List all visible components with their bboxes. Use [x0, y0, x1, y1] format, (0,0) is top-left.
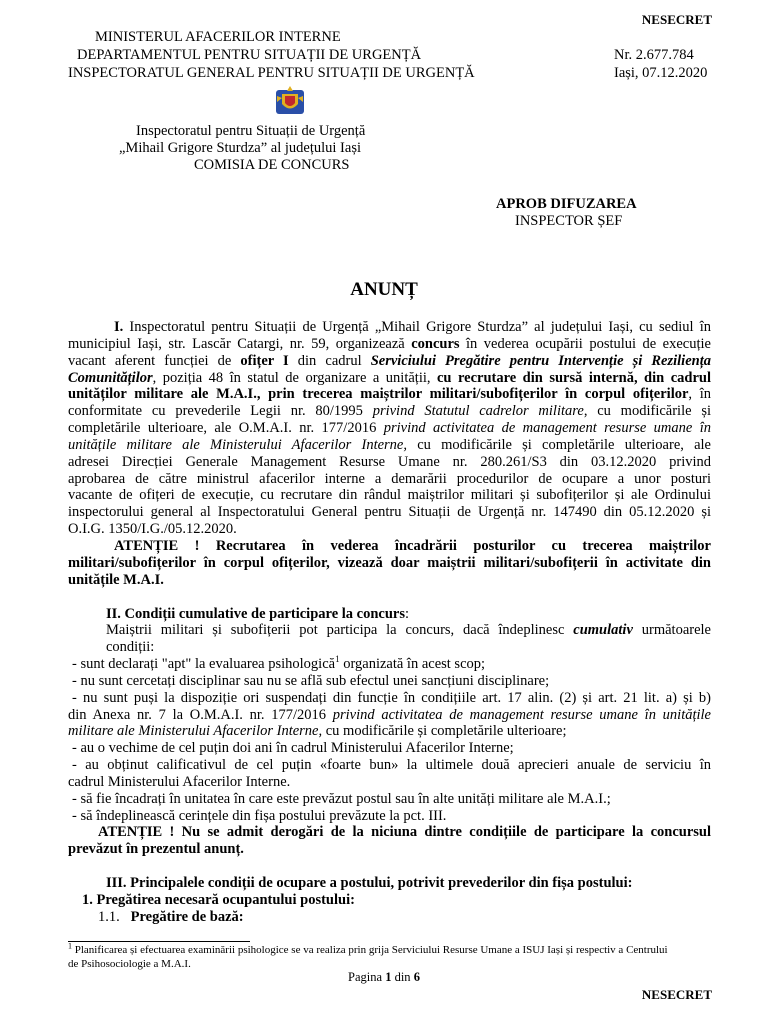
body-line: vacant aferent funcției de ofițer I din cadrul Serviciului Pregătire pentru Intervenție și Reziliența: [68, 352, 711, 369]
body-line: inspectorului general al Inspectoratului General pentru Situații de Urgență nr. 147490 din 05.12.2020 și: [68, 504, 711, 521]
body-line: militare ale Ministerului Afacerilor Interne, cu modificările și completările ulterioare;: [68, 723, 567, 740]
body-line: completările ulterioare, ale O.M.A.I. nr. 177/2016 privind activitatea de management resurse umane în: [68, 420, 711, 437]
condition-item: - nu sunt puși la dispoziție ori suspendați din funcție în condițiile art. 17 alin. (2) și art. 21 lit. a) și b): [72, 689, 711, 706]
condition-item: - nu sunt cercetați disciplinar sau nu se află sub efectul unei sancțiuni disciplinare;: [72, 672, 550, 689]
attention-line: unitățile M.A.I.: [68, 571, 164, 588]
body-line: condiții:: [106, 639, 155, 656]
attention-line: prevăzut în prezentul anunț.: [68, 841, 244, 858]
condition-item: - să îndeplinească cerințele din fișa postului prevăzute la pct. III.: [72, 807, 447, 824]
subsection-1-1-title: 1.1. Pregătire de bază:: [98, 908, 244, 925]
document-body: [68, 319, 711, 926]
condition-item: - au obținut calificativul de cel puțin «foarte bun» la ultimele două aprecieri anuale de serviciu în: [72, 757, 711, 774]
body-line: aprobarea de către ministrul afacerilor interne a demarării procedurilor de ocupare a unor posturi: [68, 470, 711, 487]
body-line: O.I.G. 1350/I.G./05.12.2020.: [68, 521, 237, 538]
body-line: adresei Direcției Generale Management Resurse Umane nr. 280.261/S3 din 03.12.2020 privind: [68, 453, 711, 470]
subsection-1-title: 1. Pregătirea necesară ocupantului postului:: [82, 892, 355, 908]
header-department: DEPARTAMENTUL PENTRU SITUAȚII DE URGENȚĂ: [77, 47, 422, 63]
body-line: municipiul Iași, str. Lascăr Catargi, nr. 59, organizează concurs în vederea ocupării postului de execuție: [68, 335, 711, 352]
unit-name-line1: Inspectoratul pentru Situații de Urgență: [136, 123, 366, 139]
condition-item: - au o vechime de cel puțin doi ani în cadrul Ministerului Afacerilor Interne;: [72, 740, 514, 757]
section-2-title: II. Condiții cumulative de participare la concurs:: [106, 605, 410, 622]
footnote-divider: [68, 941, 250, 942]
body-line: unităților militare ale M.A.I., prin trecerea maiștrilor militari/subofițerilor în corpul ofițerilor, în: [68, 386, 712, 403]
attention-line: militari/subofițerilor în corpul ofițerilor, vizează doar maiștrii militari/subofițerii în activitate din: [68, 554, 711, 571]
document-number: Nr. 2.677.784: [614, 47, 694, 63]
body-line: unitățile militare ale Ministerului Afacerilor Interne, cu modificările și completările ulterioare, ale: [68, 436, 711, 453]
unit-name-line2: „Mihail Grigore Sturdza” al județului Iași: [119, 140, 361, 156]
approval-line2: INSPECTOR ȘEF: [515, 213, 623, 229]
place-date: Iași, 07.12.2020: [614, 65, 708, 81]
classification-top: NESECRET: [641, 12, 712, 27]
body-line: vacante de ofițeri de execuție, cu recrutare din rândul maiștrilor militari și subofițerilor și ale Ordinului: [68, 487, 711, 504]
page-number: Pagina 1 din 6: [348, 970, 420, 984]
commission-name: COMISIA DE CONCURS: [194, 157, 350, 173]
footnote: $^1$ Planificarea și efectuarea examinării psihologice se va realiza prin grija Serviciului Resurse Umane a ISUJ Iași și respectiv a Centrului de Psihosociologie a M.A.I.: [68, 941, 668, 970]
coat-of-arms-icon: [273, 84, 307, 116]
header-inspectorate: INSPECTORATUL GENERAL PENTRU SITUAȚII DE URGENȚĂ: [68, 65, 475, 81]
body-line: Maiștrii militari și subofițerii pot participa la concurs, dacă îndeplinesc cumulativ următoarele: [106, 622, 711, 639]
attention-line: ATENȚIE ! Nu se admit derogări de la niciuna dintre condițiile de participare la concursul: [98, 824, 711, 841]
approval-line1: APROB DIFUZAREA: [496, 196, 637, 212]
attention-line: ATENȚIE ! Recrutarea în vederea încadrării posturilor cu trecerea maiștrilor: [114, 537, 711, 554]
body-line: Comunităților, poziția 48 în statul de organizare a unității, cu recrutare din sursă internă, din cadrul: [68, 369, 711, 386]
body-line: din Anexa nr. 7 la O.M.A.I. nr. 177/2016 privind activitatea de management resurse umane în unitățile: [68, 706, 711, 723]
condition-item: - sunt declarați "apt" la evaluarea psihologică$^1$ organizată în acest scop;: [72, 654, 486, 673]
classification-bottom: NESECRET: [641, 987, 712, 1002]
condition-item: - să fie încadrați în unitatea în care este prevăzut postul sau în alte unități militare ale M.A.I.;: [72, 790, 611, 807]
body-line: cadrul Ministerului Afacerilor Interne.: [68, 773, 291, 790]
body-line: I. Inspectoratul pentru Situații de Urgență „Mihail Grigore Sturdza” al județului Iași, cu sediul în: [114, 319, 711, 335]
body-line: conformitate cu prevederile Legii nr. 80/1995 privind Statutul cadrelor militare, cu modificările și: [68, 403, 711, 420]
document-title: ANUNȚ: [350, 279, 418, 300]
section-3-title: III. Principalele condiții de ocupare a postului, potrivit prevederilor din fișa postului:: [106, 875, 633, 892]
header-ministry: MINISTERUL AFACERILOR INTERNE: [95, 29, 341, 45]
